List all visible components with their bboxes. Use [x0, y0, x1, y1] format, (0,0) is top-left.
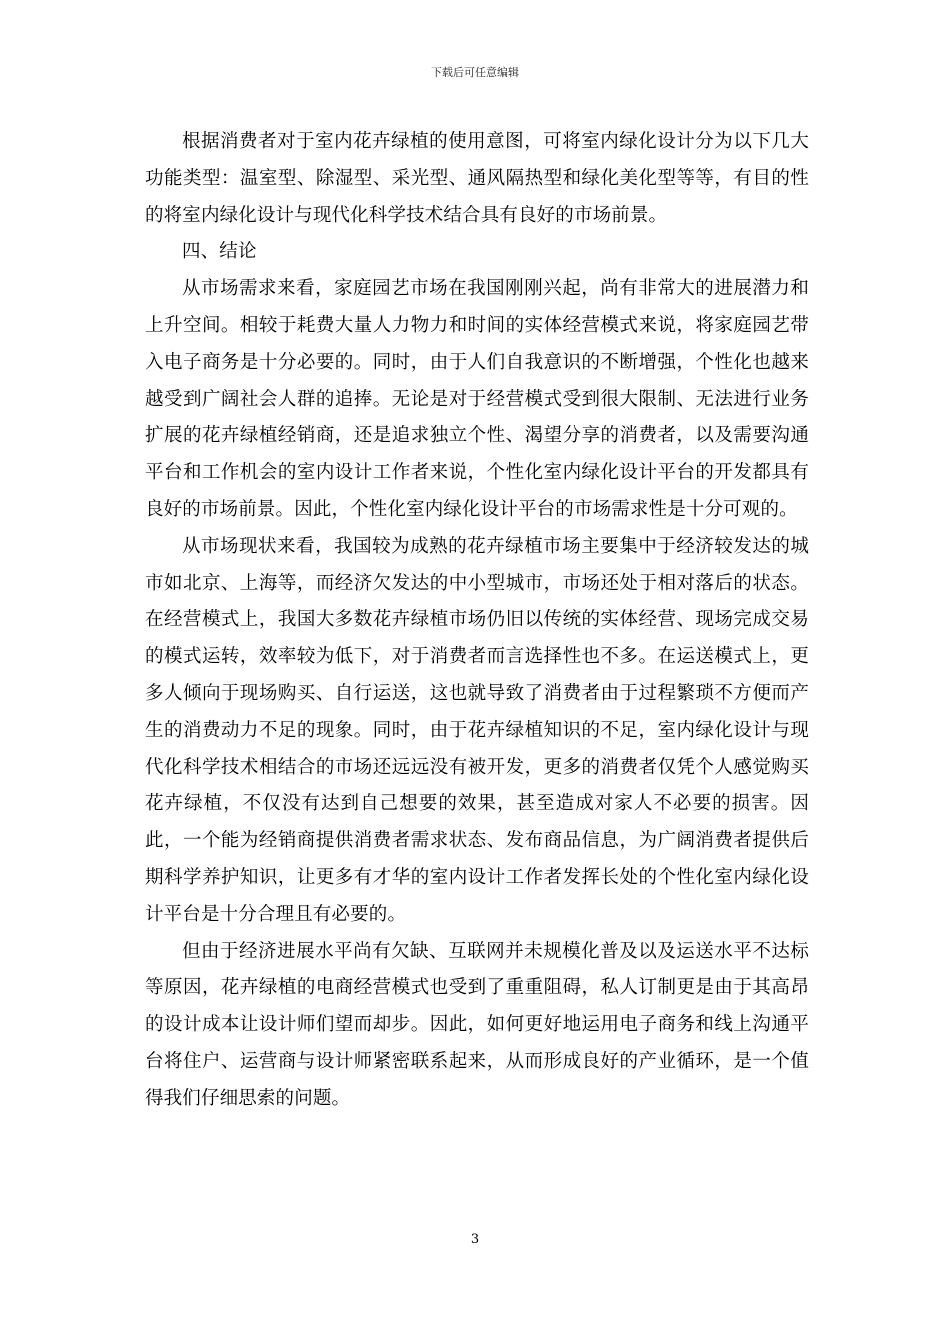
page-header: 下载后可任意编辑	[431, 66, 519, 79]
paragraph-market-status: 从市场现状来看，我国较为成熟的花卉绿植市场主要集中于经济较发达的城市如北京、上海等，而经济欠发达的中小型城市，市场还处于相对落后的状态。在经营模式上，我国大多数花卉绿植市场仍旧以传统的实体经营、现场完成交易的模式运转，效率较为低下，对于消费者而言选择性也不多。在运送模式上，更多人倾向于现场购买、自行运送，这也就导致了消费者由于过程繁琐不方便而产生的消费动力不足的现象。同时，由于花卉绿植知识的不足，室内绿化设计与现代化科学技术相结合的市场还远远没有被开发，更多的消费者仅凭个人感觉购买花卉绿植，不仅没有达到自己想要的效果，甚至造成对家人不必要的损害。因此，一个能为经销商提供消费者需求状态、发布商品信息，为广阔消费者提供后期科学养护知识，让更多有才华的室内设计工作者发挥长处的个性化室内绿化设计平台是十分合理且有必要的。	[145, 535, 809, 925]
document-body	[145, 124, 809, 1118]
page-number: 3	[470, 1232, 480, 1247]
section-heading-conclusion: 四、结论	[182, 241, 257, 263]
paragraph-obstacles: 但由于经济进展水平尚有欠缺、互联网并未规模化普及以及运送水平不达标等原因，花卉绿植的电商经营模式也受到了重重阻碍，私人订制更是由于其高昂的设计成本让设计师们望而却步。因此，如何更好地运用电子商务和线上沟通平台将住户、运营商与设计师紧密联系起来，从而形成良好的产业循环，是一个值得我们仔细思索的问题。	[145, 940, 809, 1109]
paragraph-market-demand: 从市场需求来看，家庭园艺市场在我国刚刚兴起，尚有非常大的进展潜力和上升空间。相较于耗费大量人力物力和时间的实体经营模式来说，将家庭园艺带入电子商务是十分必要的。同时，由于人们自我意识的不断增强，个性化也越来越受到广阔社会人群的追捧。无论是对于经营模式受到很大限制、无法进行业务扩展的花卉绿植经销商，还是追求独立个性、渴望分享的消费者，以及需要沟通平台和工作机会的室内设计工作者来说，个性化室内绿化设计平台的开发都具有良好的市场前景。因此，个性化室内绿化设计平台的市场需求性是十分可观的。	[145, 278, 809, 520]
paragraph-function-types: 根据消费者对于室内花卉绿植的使用意图，可将室内绿化设计分为以下几大功能类型：温室型、除湿型、采光型、通风隔热型和绿化美化型等等，有目的性的将室内绿化设计与现代化科学技术结合具有良好的市场前景。	[145, 131, 809, 226]
